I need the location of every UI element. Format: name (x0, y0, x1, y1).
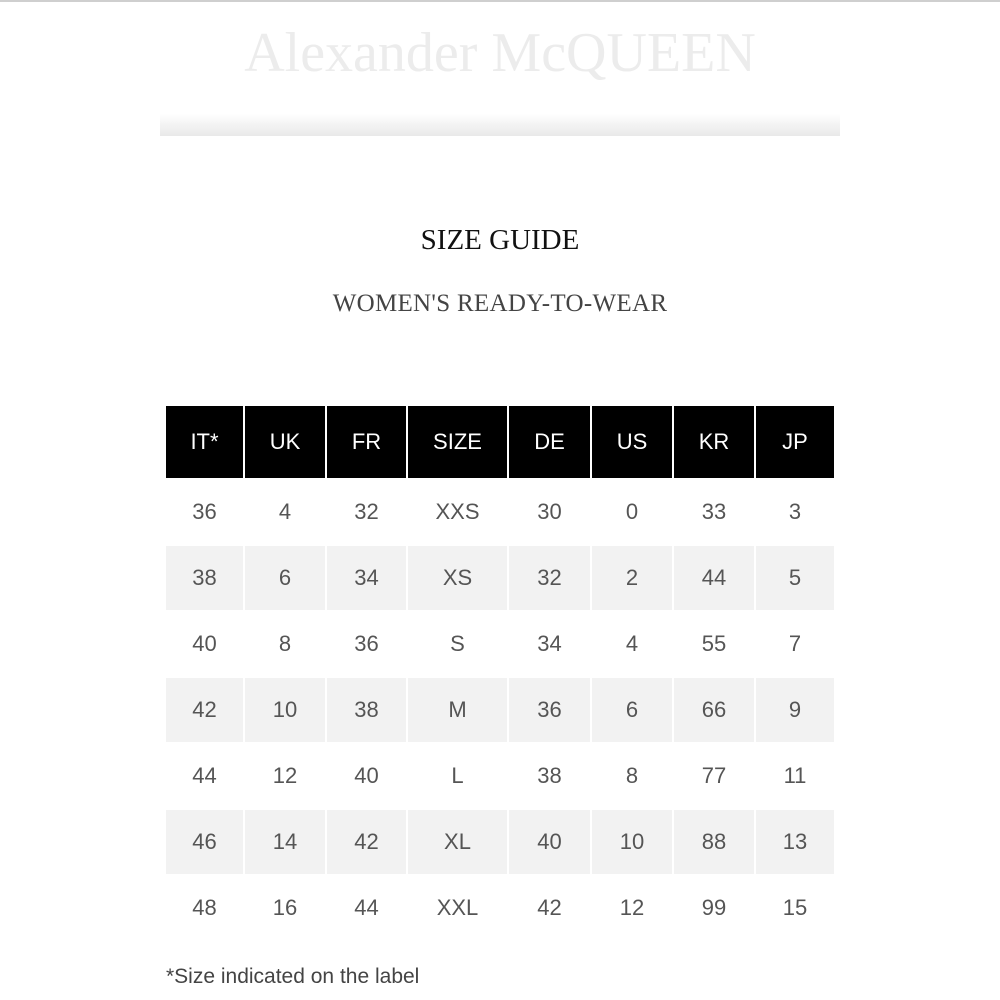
table-row (166, 875, 834, 940)
table-cell: 36 (326, 611, 407, 677)
table-cell: 38 (326, 677, 407, 743)
table-cell: 34 (508, 611, 591, 677)
table-cell: 44 (166, 743, 244, 809)
header-fr: FR (326, 406, 407, 479)
table-cell: 12 (591, 875, 673, 940)
table-cell: 46 (166, 809, 244, 875)
table-cell: 4 (244, 479, 326, 545)
table-cell: M (407, 677, 508, 743)
table-cell: 44 (326, 875, 407, 940)
header-us: US (591, 406, 673, 479)
table-cell: 30 (508, 479, 591, 545)
table-cell: 40 (508, 809, 591, 875)
table-cell: 9 (755, 677, 834, 743)
header-uk: UK (244, 406, 326, 479)
table-cell: XXL (407, 875, 508, 940)
table-cell: 42 (508, 875, 591, 940)
header-jp: JP (755, 406, 834, 479)
table-row (166, 545, 834, 611)
table-cell: 0 (591, 479, 673, 545)
table-cell: 34 (326, 545, 407, 611)
table-cell: 32 (508, 545, 591, 611)
table-cell: 6 (591, 677, 673, 743)
brand-logo: Alexander McQUEEN (244, 22, 756, 84)
table-row (166, 611, 834, 677)
table-cell: 32 (326, 479, 407, 545)
header-it: IT* (166, 406, 244, 479)
table-row (166, 677, 834, 743)
table-cell: 42 (326, 809, 407, 875)
top-border (0, 0, 1000, 2)
table-cell: XXS (407, 479, 508, 545)
table-row (166, 809, 834, 875)
table-cell: XL (407, 809, 508, 875)
table-cell: 11 (755, 743, 834, 809)
size-footnote: *Size indicated on the label (166, 965, 420, 988)
table-cell: 14 (244, 809, 326, 875)
header-de: DE (508, 406, 591, 479)
table-cell: 33 (673, 479, 755, 545)
header-kr: KR (673, 406, 755, 479)
table-cell: 40 (166, 611, 244, 677)
table-cell: 10 (591, 809, 673, 875)
table-cell: S (407, 611, 508, 677)
page-subtitle: WOMEN'S READY-TO-WEAR (332, 290, 668, 317)
table-cell: 38 (508, 743, 591, 809)
table-cell: 38 (166, 545, 244, 611)
size-table (166, 406, 834, 940)
header-size: SIZE (407, 406, 508, 479)
table-cell: 10 (244, 677, 326, 743)
table-cell: 36 (166, 479, 244, 545)
table-cell: 2 (591, 545, 673, 611)
table-cell: 42 (166, 677, 244, 743)
table-header-row (166, 406, 834, 479)
table-cell: 7 (755, 611, 834, 677)
brand-divider (160, 114, 840, 136)
table-cell: 99 (673, 875, 755, 940)
table-cell: 77 (673, 743, 755, 809)
table-cell: 16 (244, 875, 326, 940)
table-cell: 12 (244, 743, 326, 809)
table-cell: 88 (673, 809, 755, 875)
table-cell: 6 (244, 545, 326, 611)
table-cell: 48 (166, 875, 244, 940)
table-cell: 5 (755, 545, 834, 611)
table-cell: 40 (326, 743, 407, 809)
table-row (166, 743, 834, 809)
table-row (166, 479, 834, 545)
table-cell: 8 (244, 611, 326, 677)
page-title: SIZE GUIDE (420, 224, 580, 256)
table-cell: 13 (755, 809, 834, 875)
table-cell: 8 (591, 743, 673, 809)
table-cell: 66 (673, 677, 755, 743)
table-cell: 44 (673, 545, 755, 611)
table-cell: 15 (755, 875, 834, 940)
table-cell: L (407, 743, 508, 809)
table-cell: 3 (755, 479, 834, 545)
table-cell: 4 (591, 611, 673, 677)
table-cell: 55 (673, 611, 755, 677)
table-cell: XS (407, 545, 508, 611)
table-cell: 36 (508, 677, 591, 743)
